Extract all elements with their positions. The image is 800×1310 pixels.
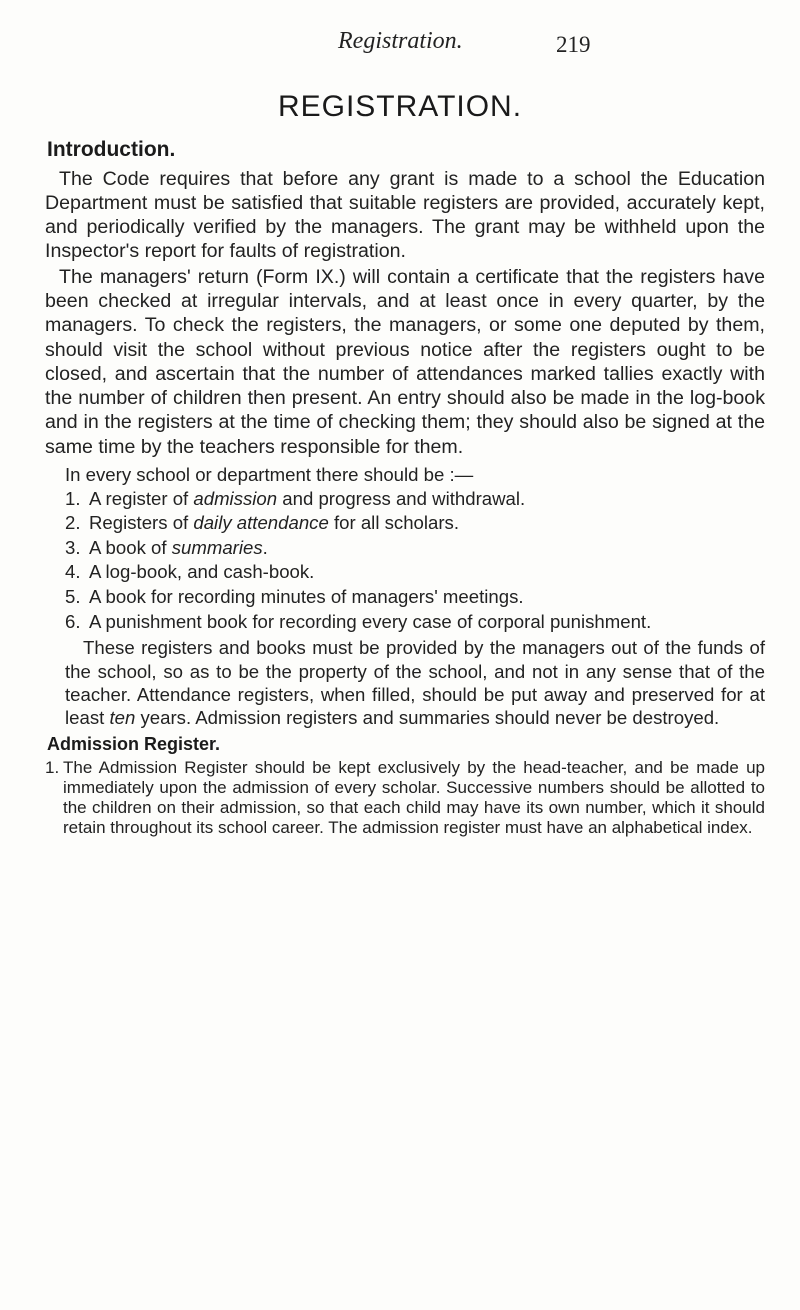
- list-item-text-end: for all scholars.: [328, 512, 460, 534]
- list-item-text: A register of: [89, 487, 194, 509]
- paragraph-3-emphasis: ten: [109, 707, 136, 729]
- admission-item-number: 1.: [45, 758, 60, 778]
- list-item-number: 2.: [65, 512, 81, 534]
- running-title: Registration.: [338, 28, 463, 54]
- admission-register-item: [45, 758, 765, 838]
- list-intro: In every school or department there should be :—: [65, 464, 474, 486]
- list-item-number: 6.: [65, 610, 81, 632]
- list-item-text-end: .: [262, 536, 268, 558]
- introduction-heading: Introduction.: [47, 138, 176, 161]
- running-head: [0, 18, 800, 58]
- list-item-text: A log-book, and cash-book.: [89, 561, 315, 583]
- list-item-text: Registers of: [89, 512, 194, 534]
- admission-register-heading: Admission Register.: [47, 733, 221, 754]
- introduction-paragraph-3: [65, 636, 765, 730]
- paragraph-3-text: These registers and books must be provided by the managers out of the funds of the school, so as to be the property of the school, and not in any sense that of the teacher. Attendance registers, when filled, should be put away and preserved for at least: [65, 637, 765, 729]
- document-body: [45, 138, 765, 838]
- register-list: [65, 487, 765, 635]
- list-item-text: A punishment book for recording every case of corporal punishment.: [89, 610, 652, 632]
- paragraph-3-text-end: years. Admission registers and summaries should never be destroyed.: [135, 707, 720, 729]
- admission-item-text: The Admission Register should be kept exclusively by the head-teacher, and be made up immediately upon the admission of every scholar. Successive numbers should be allotted to the children on their admission, so that each child may have its own number, which it should retain throughout its school career. The admission register must have an alphabetical index.: [63, 758, 765, 838]
- list-item: [65, 536, 765, 561]
- list-item-text-end: and progress and withdrawal.: [277, 487, 526, 509]
- list-item-text: A book of: [89, 536, 172, 558]
- list-item-text: A book for recording minutes of managers' meetings.: [89, 585, 524, 607]
- list-item-emphasis: daily attendance: [193, 512, 329, 534]
- list-item-emphasis: summaries: [171, 536, 263, 558]
- introduction-paragraph-1: The Code requires that before any grant is made to a school the Education Department must be satisfied that suitable registers are provided, accurately kept, and periodically verified by the managers. The grant may be withheld upon the Inspector's report for faults of registration.: [45, 167, 765, 263]
- list-item: [65, 511, 765, 536]
- list-item: [65, 585, 765, 610]
- page-title: REGISTRATION.: [277, 90, 523, 123]
- list-item-number: 3.: [65, 536, 81, 558]
- list-item-number: 4.: [65, 561, 81, 583]
- register-requirements: [45, 463, 765, 730]
- page-number: 219: [556, 32, 591, 57]
- list-item: [65, 610, 765, 635]
- introduction-paragraph-2: The managers' return (Form IX.) will contain a certificate that the registers have been checked at irregular intervals, and at least once in every quarter, by the managers. To check the registers, the managers, or some one deputed by them, should visit the school without previous notice after the registers ought to be closed, and ascertain that the number of attendances marked tallies exactly with the number of children then present. An entry should also be made in the log-book and in the registers at the time of checking them; they should also be signed at the same time by the teachers responsible for them.: [45, 265, 765, 458]
- list-item-emphasis: admission: [193, 487, 278, 509]
- list-item-number: 5.: [65, 585, 81, 607]
- list-item: [65, 487, 765, 512]
- list-item-number: 1.: [65, 487, 81, 509]
- list-item: [65, 560, 765, 585]
